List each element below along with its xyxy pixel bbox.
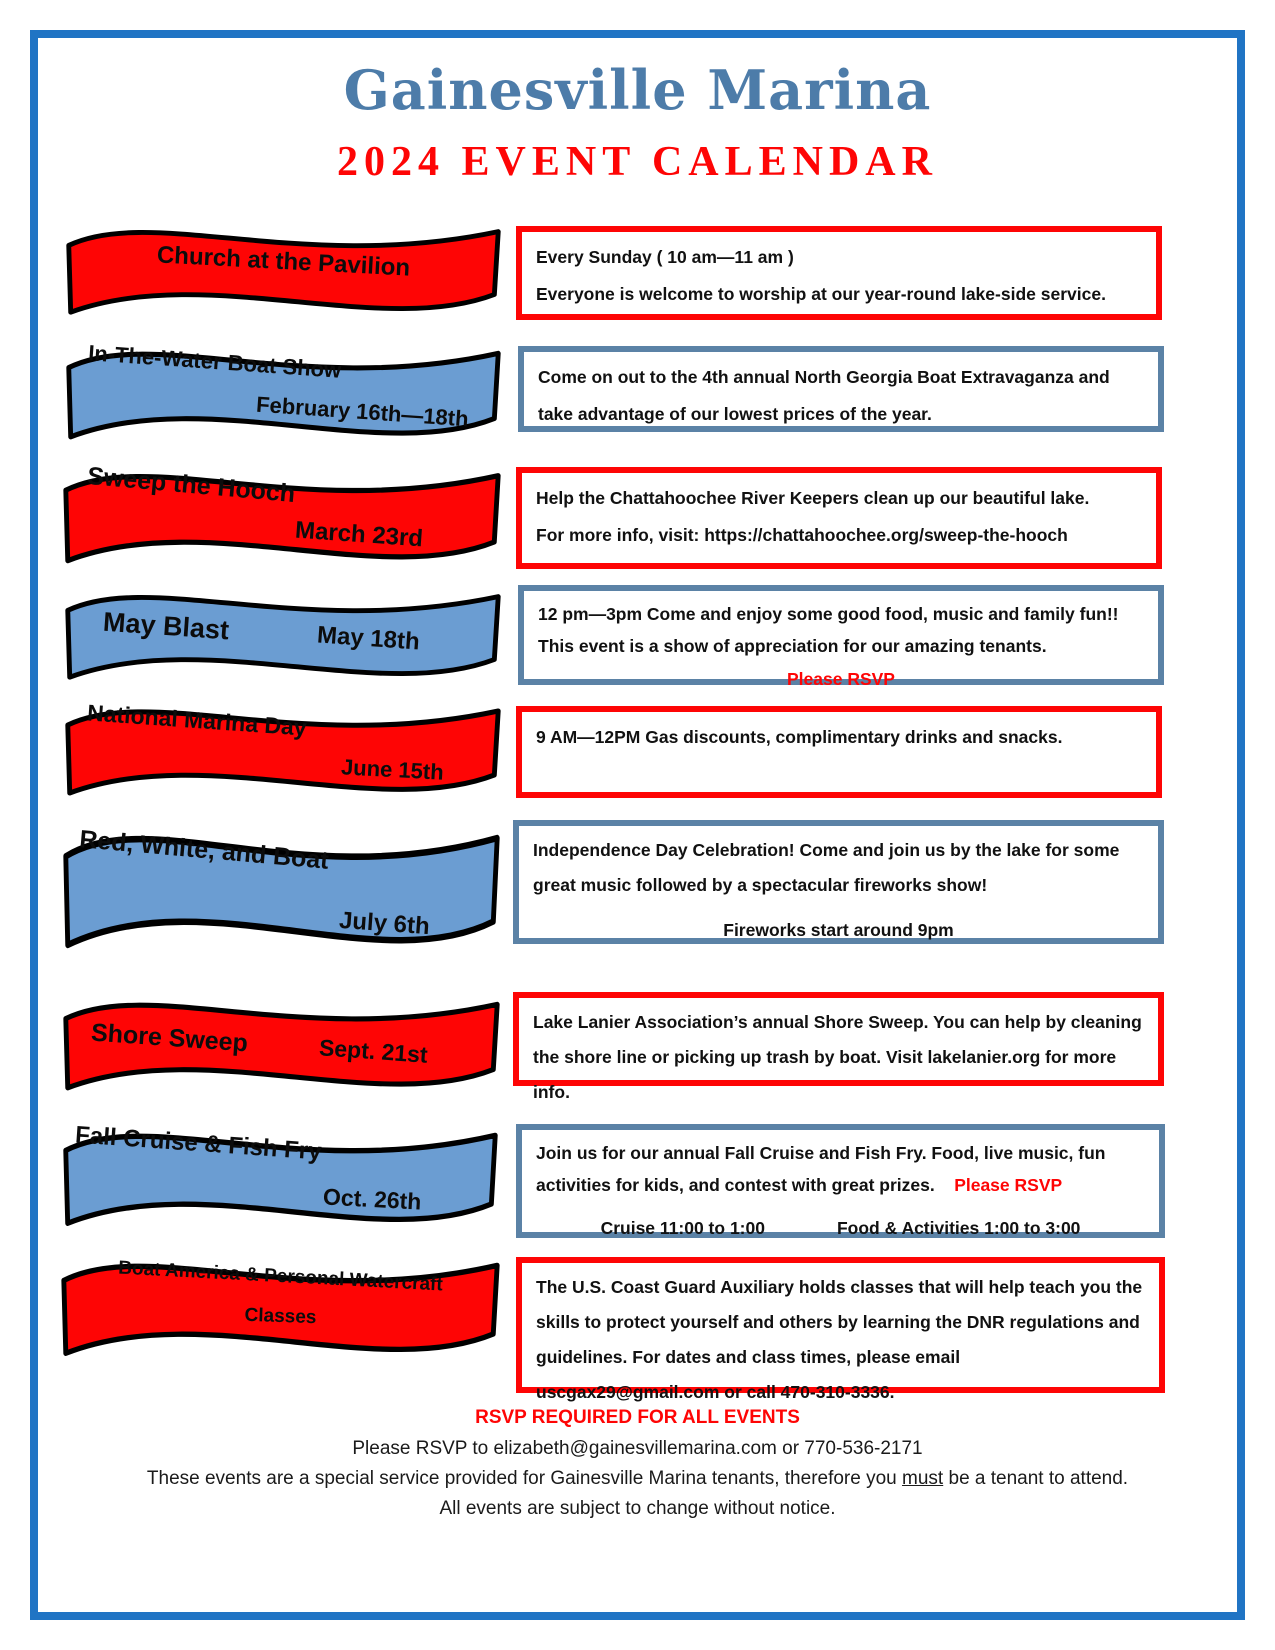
banner-red-white-and-boat	[57, 812, 506, 958]
banner-church-at-the-pavilion	[60, 212, 507, 322]
banner-title: National Marina Day	[86, 699, 308, 741]
page-subtitle: 2024 EVENT CALENDAR	[337, 139, 938, 185]
banner-title: Boat America & Personal Watercraft	[117, 1257, 444, 1296]
event-description: Lake Lanier Association’s annual Shore Sweep. You can help by cleaning the shore line or picking up trash by boat. Visit lakelanier.org for more info.	[533, 1012, 1142, 1102]
event-description: Everyone is welcome to worship at our year-round lake-side service.	[536, 283, 1106, 304]
event-box-boat-show	[518, 346, 1164, 432]
event-box-sweep-the-hooch	[516, 467, 1162, 569]
banner-fall-cruise-fish-fry	[57, 1114, 504, 1234]
event-description: Come on out to the 4th annual North Georgia Boat Extravaganza and take advantage of our lowest prices of the year.	[538, 367, 1110, 424]
banner-title: Fall Cruise & Fish Fry	[74, 1121, 323, 1166]
event-box-fall-cruise	[516, 1124, 1165, 1238]
banner-national-marina-day	[59, 691, 507, 803]
banner-title: Red, White, and Boat	[78, 825, 330, 875]
tenant-notice-pre: These events are a special service provided for Gainesville Marina tenants, therefore you	[146, 1468, 903, 1489]
event-box-marina-day	[516, 706, 1162, 798]
event-description: The U.S. Coast Guard Auxiliary holds classes that will help teach you the skills to protect yourself and others by learning the DNR regulations and guidelines. For dates and class times, please email uscgax29@gmail.com or call 470-310-3336.	[536, 1277, 1143, 1402]
banner-title: May Blast	[102, 606, 230, 646]
banner-date: July 6th	[338, 906, 431, 941]
banner-title: Church at the Pavilion	[156, 241, 411, 282]
banner-date: June 15th	[340, 754, 445, 785]
tenant-notice-post: be a tenant to attend.	[943, 1468, 1129, 1489]
page-title: Gainesville Marina	[343, 58, 932, 122]
rsvp-note: Please RSVP	[954, 1175, 1063, 1196]
cruise-time: Cruise 11:00 to 1:00	[600, 1217, 765, 1238]
change-notice-line: All events are subject to change without notice.	[439, 1498, 836, 1519]
tenant-notice-line	[0, 1464, 1275, 1494]
banner-date: May 18th	[316, 621, 421, 656]
banner-in-the-water-boat-show	[60, 333, 507, 447]
event-box-church	[516, 226, 1162, 320]
event-description: 12 pm—3pm Come and enjoy some good food, music and family fun!! This event is a show of appreciation for our amazing tenants.	[538, 604, 1119, 657]
event-link-line: For more info, visit: https://chattahoochee.org/sweep-the-hooch	[536, 524, 1068, 545]
footer	[0, 1402, 1275, 1524]
event-description: 9 AM—12PM Gas discounts, complimentary drinks and snacks.	[536, 727, 1063, 747]
banner-date: March 23rd	[294, 516, 424, 553]
banner-date: Oct. 26th	[322, 1183, 423, 1215]
event-description: Join us for our annual Fall Cruise and Fish Fry. Food, live music, fun activities for kids, and contest with great prizes.	[536, 1143, 1106, 1196]
event-times	[536, 1212, 1145, 1244]
banner-boat-america-classes	[55, 1244, 506, 1364]
event-box-may-blast	[518, 585, 1164, 689]
banner-shore-sweep	[57, 984, 506, 1098]
banner-title: Shore Sweep	[90, 1018, 249, 1058]
event-box-red-white-boat	[513, 820, 1164, 944]
tenant-notice-emphasis: must	[902, 1468, 944, 1489]
event-description: Help the Chattahoochee River Keepers clean up our beautiful lake.	[536, 488, 1090, 508]
banner-sweep-the-hooch	[57, 455, 507, 571]
rsvp-note: Please RSVP	[787, 668, 895, 689]
rsvp-contact-line: Please RSVP to elizabeth@gainesvillemarina.com or 770-536-2171	[352, 1438, 923, 1459]
banner-date: Sept. 21st	[318, 1034, 429, 1068]
banner-title: Sweep the Hooch	[86, 461, 297, 509]
event-box-coast-guard-classes	[516, 1257, 1165, 1402]
banner-title-line2: Classes	[244, 1304, 317, 1329]
banner-title: In-The-Water Boat Show	[87, 340, 343, 383]
event-box-shore-sweep	[513, 992, 1164, 1102]
banner-date: February 16th—18th	[255, 391, 470, 432]
event-description: Independence Day Celebration! Come and join us by the lake for some great music followed by a spectacular fireworks show!	[533, 840, 1120, 895]
banner-may-blast	[59, 577, 507, 687]
fireworks-note: Fireworks start around 9pm	[723, 920, 954, 940]
rsvp-required-heading: RSVP REQUIRED FOR ALL EVENTS	[475, 1407, 800, 1428]
food-activities-time: Food & Activities 1:00 to 3:00	[836, 1217, 1081, 1238]
event-schedule: Every Sunday ( 10 am—11 am )	[536, 247, 794, 267]
